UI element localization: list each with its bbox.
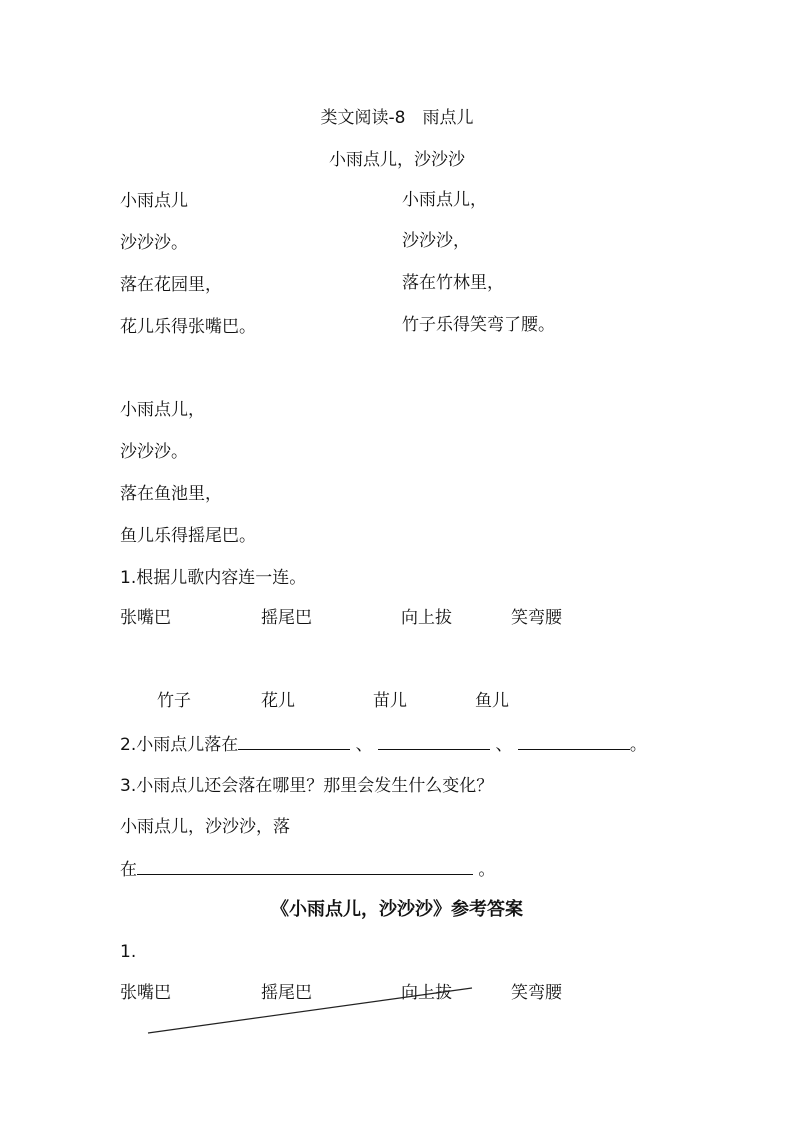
poem-line: 小雨点儿， — [402, 190, 487, 210]
match-item: 向上拔 — [401, 608, 452, 628]
poem-line: 沙沙沙， — [402, 231, 470, 251]
answer-match-item: 笑弯腰 — [511, 983, 562, 1003]
match-item: 鱼儿 — [475, 691, 509, 711]
connector-line — [148, 988, 472, 1033]
separator: 、 — [495, 735, 513, 755]
question-3-prompt: 3.小雨点儿还会落在哪里？那里会发生什么变化？ — [120, 776, 494, 796]
match-item: 花儿 — [261, 691, 295, 711]
match-item: 竹子 — [157, 691, 191, 711]
poem-subtitle: 小雨点儿，沙沙沙 — [329, 150, 465, 170]
answer-item-number: 1. — [120, 942, 137, 962]
period: 。 — [478, 860, 496, 880]
poem-line: 落在花园里， — [120, 275, 222, 295]
poem-line: 小雨点儿 — [120, 191, 188, 211]
match-item: 张嘴巴 — [120, 608, 171, 628]
question-3-prefix: 在 — [120, 860, 137, 880]
question-2-prefix: 2.小雨点儿落在 — [120, 735, 239, 755]
poem-line: 落在竹林里， — [402, 273, 504, 293]
question-3-line: 小雨点儿，沙沙沙，落 — [120, 817, 290, 837]
answer-heading: 《小雨点儿，沙沙沙》参考答案 — [271, 899, 523, 920]
period: 。 — [629, 735, 647, 755]
separator: 、 — [355, 735, 373, 755]
answer-match-item: 向上拔 — [401, 983, 452, 1003]
match-item: 笑弯腰 — [511, 608, 562, 628]
match-item: 苗儿 — [373, 691, 407, 711]
answer-match-item: 张嘴巴 — [120, 983, 171, 1003]
poem-line: 沙沙沙。 — [120, 442, 188, 462]
poem-line: 落在鱼池里， — [120, 484, 222, 504]
poem-line: 小雨点儿， — [120, 400, 205, 420]
answer-match-item: 摇尾巴 — [261, 983, 312, 1003]
match-item: 摇尾巴 — [261, 608, 312, 628]
poem-line: 鱼儿乐得摇尾巴。 — [120, 526, 256, 546]
poem-line: 沙沙沙。 — [120, 233, 188, 253]
question-1-prompt: 1.根据儿歌内容连一连。 — [120, 568, 307, 588]
poem-line: 花儿乐得张嘴巴。 — [120, 317, 256, 337]
poem-line: 竹子乐得笑弯了腰。 — [402, 315, 555, 335]
page-title: 类文阅读-8 雨点儿 — [320, 108, 474, 128]
